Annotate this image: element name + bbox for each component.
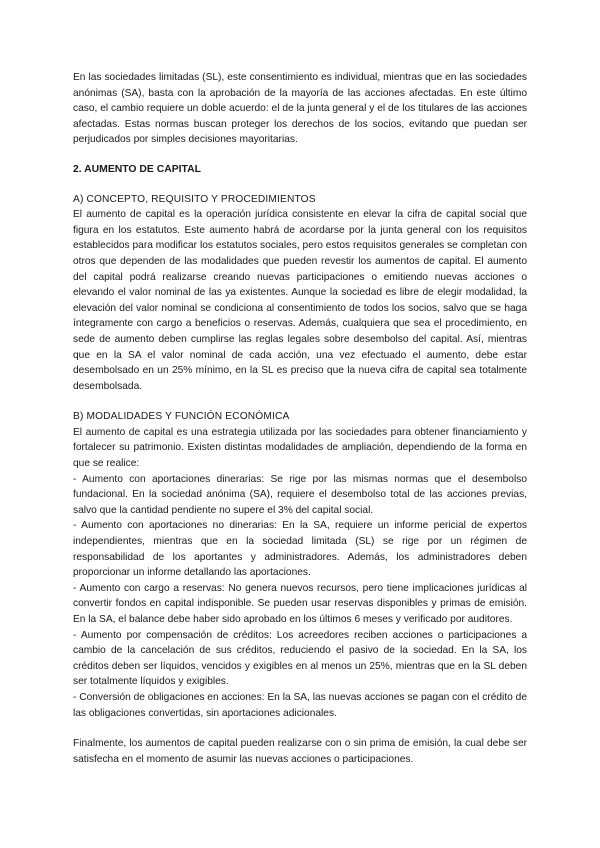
subsection-a-body: El aumento de capital es la operación jurídica consistente en elevar la cifra de capital social que figura en los estatutos. Este aumento habrá de acordarse por la junta general con los requisitos establecidos para modificar los estatutos sociales, pero estos requisitos generales se completan con otros que dependen de las modalidades que pueden revestir los aumentos de capital. El aumento del capital podrá realizarse creando nuevas participaciones o emitiendo nuevas acciones o elevando el valor nominal de las ya existentes. Aunque la sociedad es libre de elegir modalidad, la elevación del valor nominal se condiciona al consentimiento de todos los socios, salvo que se haga íntegramente con cargo a beneficios o reservas. Además, cualquiera que sea el procedimiento, en sede de aumento deben cumplirse las reglas legales sobre desembolso del capital. Así, mientras que en la SA el valor nominal de cada acción, una vez efectuado el aumento, debe estar desembolsado en un 25% mínimo, en la SL es preciso que la nueva cifra de capital sea totalmente desembolsada.	[73, 209, 527, 392]
list-item: - Conversión de obligaciones en acciones: En la SA, las nuevas acciones se pagan con el crédito de las obligaciones convertidas, sin aportaciones adicionales.	[73, 691, 527, 719]
list-item: - Aumento con aportaciones dinerarias: Se rige por las mismas normas que el desembolso fundacional. En la sociedad anónima (SA), requiere el desembolso total de las acciones previas, salvo que la cantidad pendiente no supere el 3% del capital social.	[73, 473, 527, 516]
intro-paragraph: En las sociedades limitadas (SL), este consentimiento es individual, mientras que en las sociedades anónimas (SA), basta con la aprobación de la mayoría de las acciones afectadas. En este último caso, el cambio requiere un doble acuerdo: el de la junta general y el de los titulares de las acciones afectadas. Estas normas buscan proteger los derechos de los socios, evitando que puedan ser perjudicados por simples decisiones mayoritarias.	[73, 72, 527, 146]
list-item: - Aumento por compensación de créditos: Los acreedores reciben acciones o participaciones a cambio de la cancelación de sus créditos, reduciendo el pasivo de la sociedad. En la SA, los créditos deben ser líquidos, vencidos y exigibles en al menos un 25%, mientras que en la SL deben ser totalmente líquidos y exigibles.	[73, 629, 527, 688]
spacer	[73, 394, 527, 409]
spacer	[73, 721, 527, 736]
list-item: - Aumento con aportaciones no dinerarias: En la SA, requiere un informe pericial de expertos independientes, mientras que en la sociedad limitada (SL) se rige por un régimen de responsabilidad de los aportantes y administradores. Además, los administradores deben proporcionar un informe detallando las aportaciones.	[73, 520, 527, 579]
subsection-a-title: A) CONCEPTO, REQUISITO Y PROCEDIMIENTOS	[73, 193, 316, 205]
list-item: - Aumento con cargo a reservas: No genera nuevos recursos, pero tiene implicaciones jurídicas al convertir fondos en capital indisponible. Se pueden usar reservas disponibles y primas de emisión. En la SA, el balance debe haber sido aprobado en los últimos 6 meses y verificado por auditores.	[73, 582, 527, 625]
spacer	[73, 148, 527, 162]
subsection-b-body: El aumento de capital es una estrategia utilizada por las sociedades para obtener financiamiento y fortalecer su patrimonio. Existen distintas modalidades de ampliación, dependiendo de la forma en que se realice:	[73, 426, 527, 470]
section-title: 2. AUMENTO DE CAPITAL	[73, 163, 201, 175]
closing-paragraph: Finalmente, los aumentos de capital pueden realizarse con o sin prima de emisión, la cual debe ser satisfecha en el momento de asumir las nuevas acciones o participaciones.	[73, 738, 527, 765]
subsection-b-title: B) MODALIDADES Y FUNCIÓN ECONÓMICA	[73, 411, 290, 423]
spacer	[73, 178, 527, 192]
